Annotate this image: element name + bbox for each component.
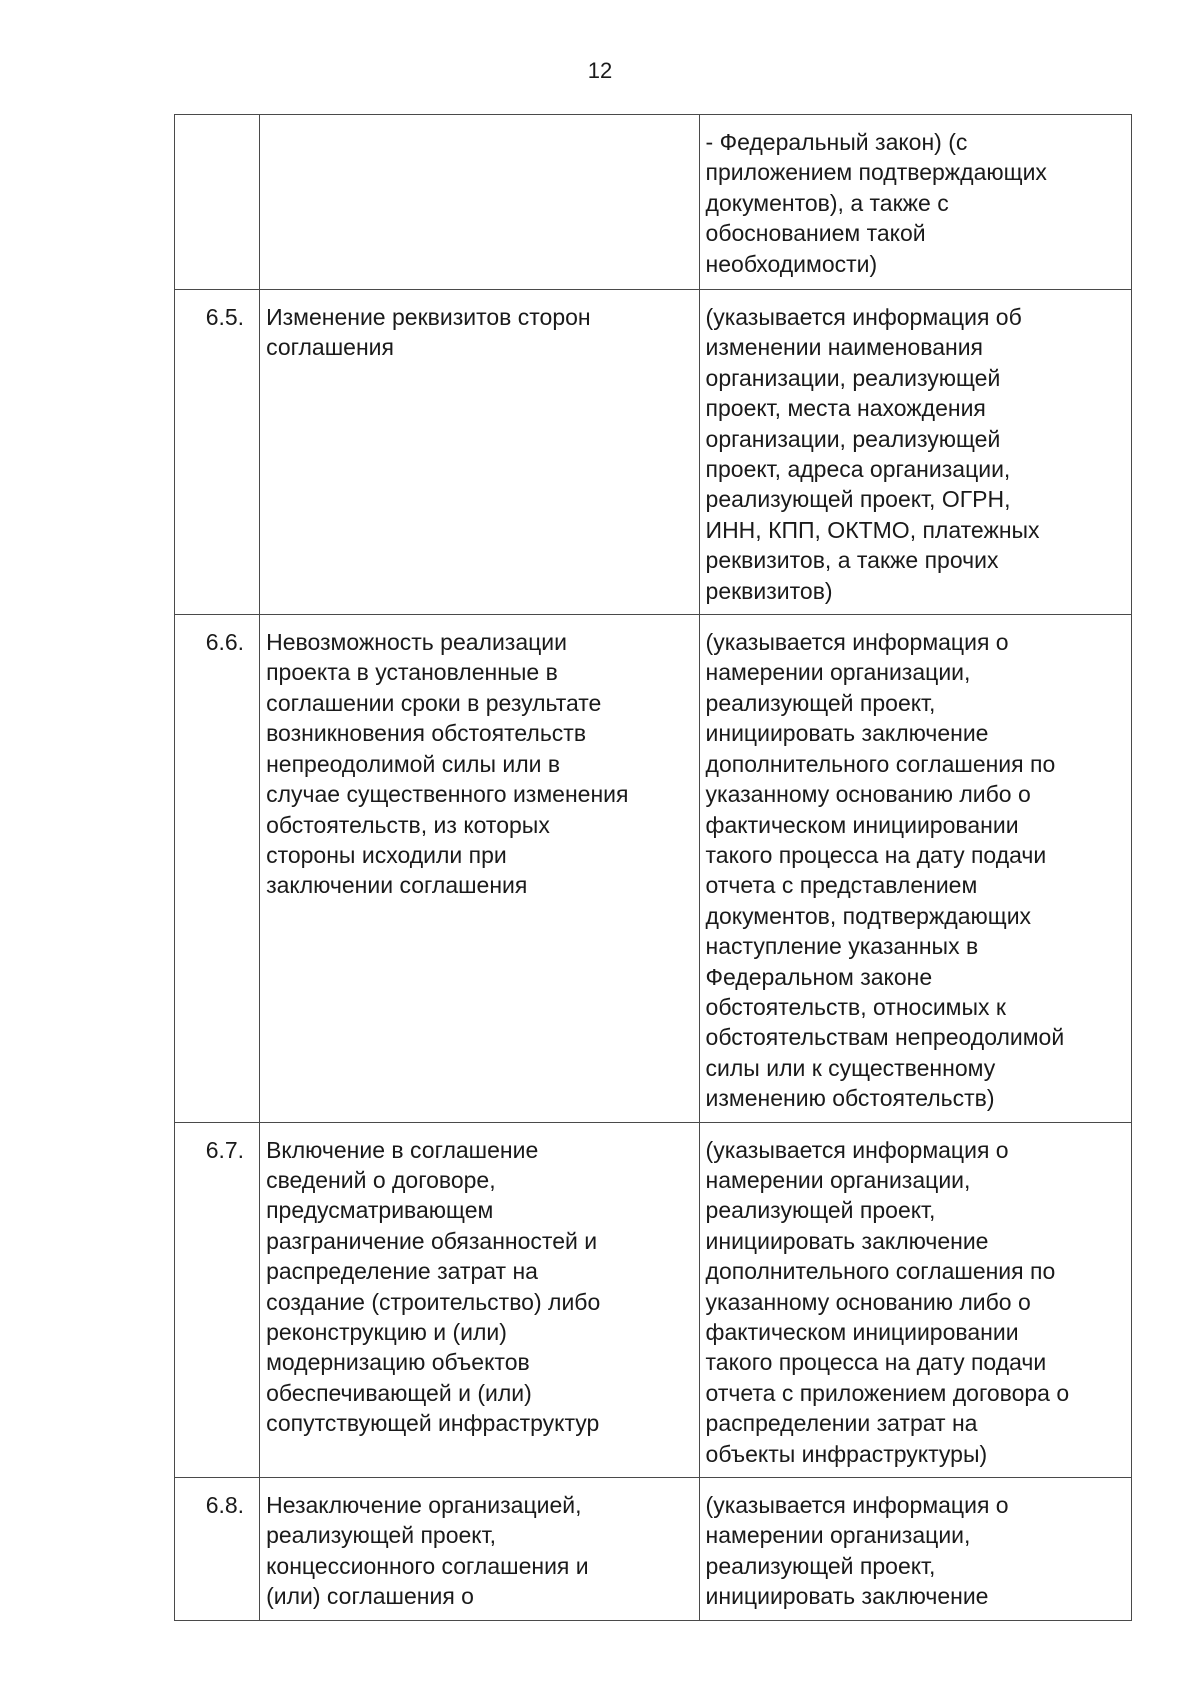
row-info-cell <box>699 115 1131 290</box>
row-name: Изменение реквизитов сторон соглашения <box>266 304 591 361</box>
page-number: 12 <box>587 58 613 83</box>
row-name-cell <box>260 115 699 290</box>
row-number-cell <box>175 290 260 615</box>
row-info-cell <box>699 1122 1131 1477</box>
row-name: Незаключение организацией, реализующей проект, концессионного соглашения и (или) соглашения о <box>266 1492 589 1610</box>
table-row <box>175 615 1132 1123</box>
row-info: (указывается информация о намерении организации, реализующей проект, инициировать заключение <box>705 1492 1009 1610</box>
row-info-cell <box>699 1478 1131 1621</box>
row-info: (указывается информация о намерении организации, реализующей проект, инициировать заключение дополнительного соглашения по указанному основанию либо о фактическом инициировании такого процесса на дату подачи отчета с приложением договора о распределении затрат на объекты инфраструктуры) <box>705 1136 1070 1467</box>
row-info: (указывается информация об изменении наименования организации, реализующей проект, места нахождения организации, реализующей проект, адреса организации, реализующей проект, ОГРН, ИНН, КПП, ОКТМО, платежных реквизитов, а также прочих реквизитов) <box>705 304 1040 604</box>
table-row <box>175 115 1132 290</box>
row-info: (указывается информация о намерении организации, реализующей проект, инициировать заключение дополнительного соглашения по указанному основанию либо о фактическом инициировании такого процесса на дату подачи отчета с представлением документов, подтверждающих наступление указанных в Федеральном законе обстоятельств, относимых к обстоятельствам непреодолимой силы или к существенному изменению обстоятельств) <box>705 629 1065 1112</box>
row-number <box>175 115 259 135</box>
table-row <box>175 1478 1132 1621</box>
row-number-cell <box>175 115 260 290</box>
row-number: 6.5. <box>205 304 245 330</box>
row-name-cell <box>260 290 699 615</box>
row-name <box>260 115 698 135</box>
row-number: 6.8. <box>205 1492 245 1519</box>
row-name: Невозможность реализации проекта в установленные в соглашении сроки в результате возникновения обстоятельств непреодолимой силы или в случае существенного изменения обстоятельств, из которых стороны исходили при заключении соглашения <box>266 629 629 899</box>
row-name-cell <box>260 1122 699 1477</box>
row-name: Включение в соглашение сведений о договоре, предусматривающем разграничение обязанностей и распределение затрат на создание (строительство) либо реконструкцию и (или) модернизацию объектов обеспечивающей и (или) сопутствующей инфраструктур <box>266 1136 601 1437</box>
row-info-cell <box>699 290 1131 615</box>
row-number-cell <box>175 1478 260 1621</box>
row-number-cell <box>175 615 260 1123</box>
row-number: 6.6. <box>205 629 245 656</box>
row-info: - Федеральный закон) (с приложением подтверждающих документов), а также с обоснованием такой необходимости) <box>705 129 1047 277</box>
document-table <box>174 114 1132 1621</box>
row-number-cell <box>175 1122 260 1477</box>
row-number: 6.7. <box>205 1136 245 1163</box>
table-row <box>175 1122 1132 1477</box>
table-row <box>175 290 1132 615</box>
row-info-cell <box>699 615 1131 1123</box>
row-name-cell <box>260 615 699 1123</box>
row-name-cell <box>260 1478 699 1621</box>
